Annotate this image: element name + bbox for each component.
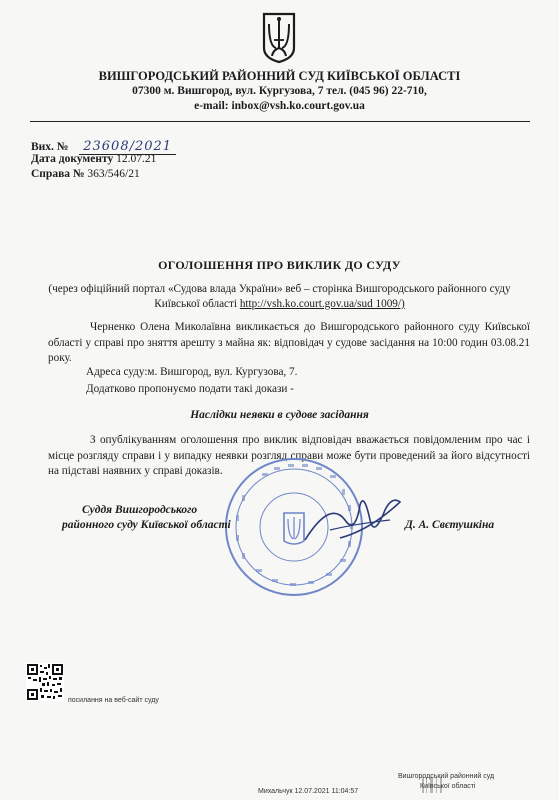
outgoing-number-value: 23608/2021 (79, 139, 176, 155)
consequences-paragraph: З опублікуванням оголошення про виклик відповідач вважається повідомленим про час і місце розгляду справи і у випадку неявки розгляд справи може бути проведений за його відсутності на підставі наявних у справі доказів. (48, 434, 530, 477)
outgoing-number-label: Вих. № (31, 141, 69, 153)
qr-code-caption: посилання на веб-сайт суду (68, 697, 159, 704)
case-number-value: 363/546/21 (87, 168, 140, 180)
footer-operator-timestamp: Михальчук 12.07.2021 11:04:57 (258, 788, 359, 795)
qr-code-icon[interactable] (26, 663, 64, 701)
footer-court-line2: Київської області (420, 783, 476, 790)
summons-paragraph: Черненко Олена Миколаївна викликається до Вишгородського районного суду Київської області у справі про зняття арешту з майна як: відповідач у судове засідання на 10:00 годин 03.08.21 року. (48, 321, 530, 364)
judge-title-line2: районного суду Київської області (62, 519, 231, 531)
case-number-label: Справа № (31, 168, 85, 180)
court-name: ВИШГОРОДСЬКИЙ РАЙОННИЙ СУД КИЇВСЬКОЇ ОБЛАСТІ (98, 69, 461, 83)
document-date-value: 12.07.21 (116, 153, 157, 165)
header-divider (30, 121, 530, 122)
announcement-subtitle-line1: (через офіційний портал «Судова влада України» веб – сторінка Вишгородського районного суду (48, 283, 511, 295)
judge-name: Д. А. Свєтушкіна (405, 519, 495, 531)
coat-of-arms-icon (262, 12, 296, 64)
court-address: 07300 м. Вишгород, вул. Кургузова, 7 тел. (045 96) 22-710, (132, 85, 427, 97)
court-email: e-mail: inbox@vsh.ko.court.gov.ua (194, 100, 365, 112)
case-number-row (31, 168, 140, 180)
announcement-title: ОГОЛОШЕННЯ ПРО ВИКЛИК ДО СУДУ (158, 258, 401, 272)
document-date-label: Дата документу (31, 153, 114, 165)
judge-signature (300, 490, 410, 550)
court-website-link[interactable]: http://vsh.ko.court.gov.ua/sud 1009/) (239, 298, 405, 310)
judge-title-line1: Суддя Вишгородського (82, 504, 198, 516)
subtitle-prefix: Київської області (154, 298, 240, 310)
document-date-row (31, 153, 156, 165)
court-address-line: Адреса суду:м. Вишгород, вул. Кургузова, 7. (86, 366, 298, 378)
footer-court-line1: Вишгородський районний суд (398, 773, 495, 780)
consequences-heading: Наслідки неявки в судове засідання (190, 409, 369, 421)
outgoing-number-row (31, 139, 176, 154)
additional-evidence-line: Додатково пропонуємо подати такі докази - (86, 383, 294, 395)
announcement-subtitle-line2 (0, 298, 559, 310)
